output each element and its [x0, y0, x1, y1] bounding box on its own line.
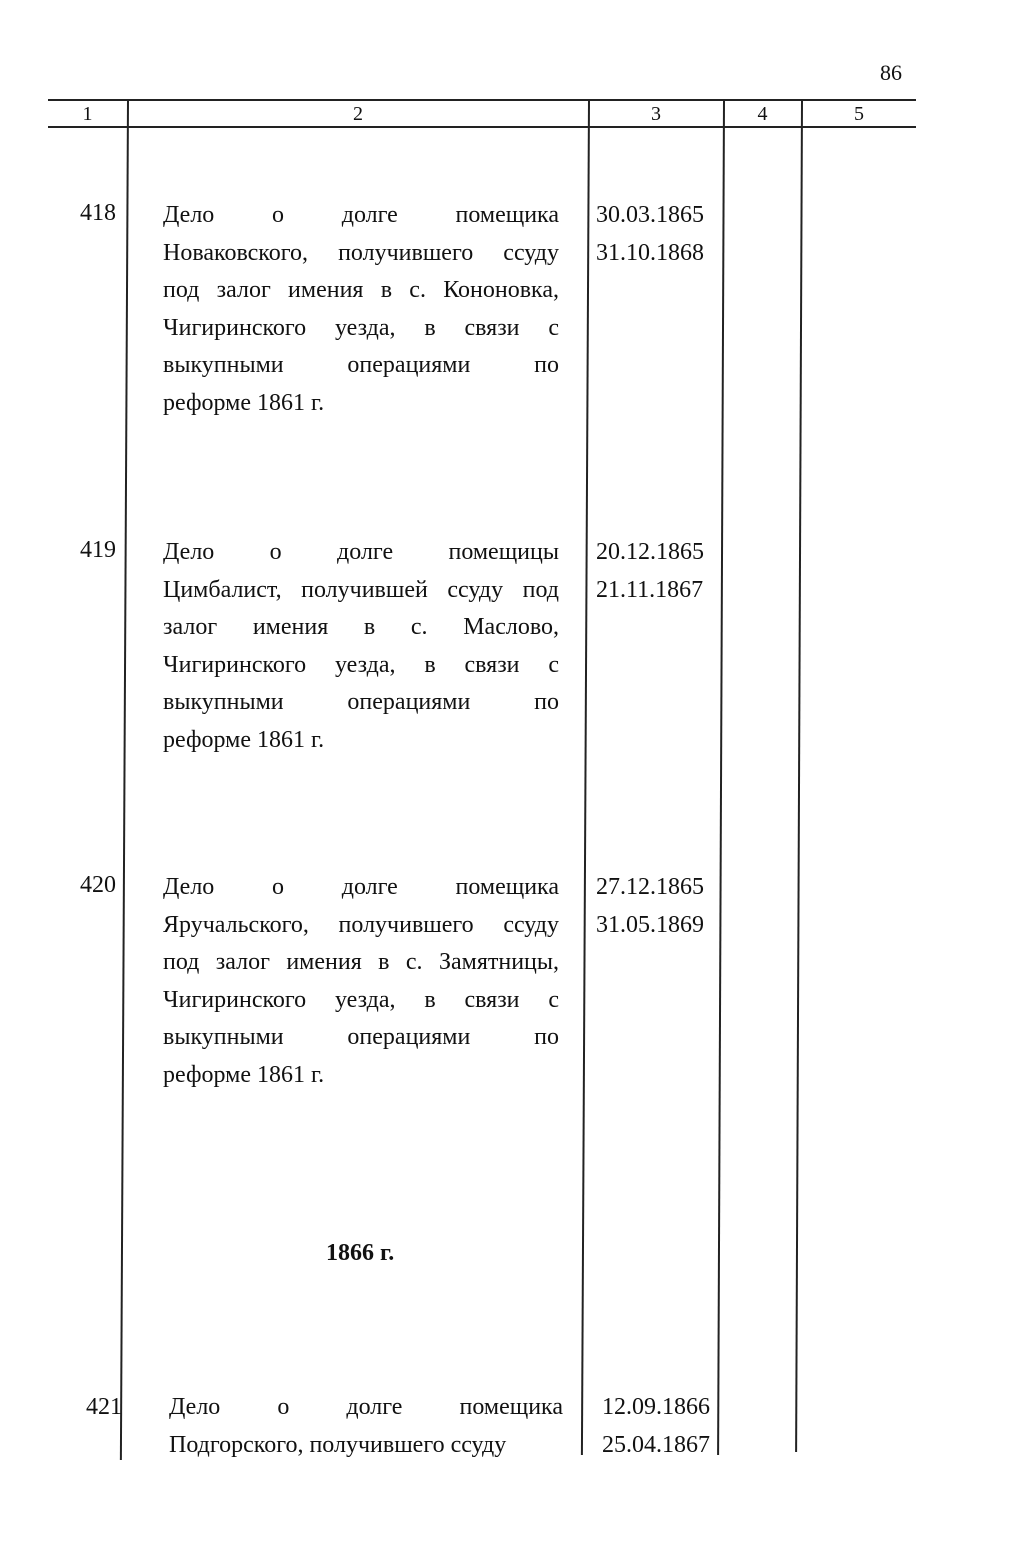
description-line: Чигиринского уезда, в связи с [163, 314, 559, 341]
column-header-3: 3 [651, 103, 661, 125]
column-divider-1 [120, 100, 129, 1460]
row-number: 421 [86, 1394, 122, 1420]
column-header-5: 5 [854, 103, 864, 125]
description-line: Новаковского, получившего ссуду [163, 239, 559, 266]
description-line: выкупными операциями по [163, 689, 559, 715]
column-divider-3 [717, 100, 724, 1455]
column-header-4: 4 [757, 103, 768, 125]
row-dates [596, 869, 704, 944]
description-line: Дело о долге помещицы [163, 539, 559, 565]
table-top-border [48, 99, 916, 101]
date-end: 31.05.1869 [596, 911, 704, 938]
date-start: 20.12.1865 [596, 539, 704, 565]
column-divider-2 [581, 100, 590, 1455]
description-line: под залог имения в с. Замятницы, [163, 949, 559, 975]
description-line: реформе 1861 г. [163, 389, 325, 416]
row-dates [596, 197, 704, 272]
column-divider-4 [795, 100, 802, 1452]
date-end: 31.10.1868 [596, 239, 704, 266]
description-line: Дело о долге помещика [163, 202, 559, 228]
description-line: Яручальского, получившего ссуду [163, 911, 559, 938]
date-start: 12.09.1866 [602, 1394, 710, 1420]
description-line: выкупными операциями по [163, 1024, 559, 1050]
date-start: 27.12.1865 [596, 874, 704, 900]
description-line: реформе 1861 г. [163, 726, 325, 753]
header-bottom-border [48, 126, 916, 128]
row-dates [596, 534, 704, 609]
description-line: Цимбалист, получившей ссуду под [163, 576, 559, 603]
description-line: под залог имения в с. Кононовка, [163, 277, 559, 303]
row-description [169, 1389, 563, 1464]
row-number: 418 [80, 200, 116, 226]
row-number: 420 [80, 872, 116, 898]
description-line: Дело о долге помещика [169, 1394, 563, 1420]
row-dates [602, 1389, 710, 1464]
description-line: реформе 1861 г. [163, 1061, 325, 1088]
description-line: Чигиринского уезда, в связи с [163, 986, 559, 1013]
page-number: 86 [880, 60, 902, 85]
date-start: 30.03.1865 [596, 202, 704, 228]
section-heading-year: 1866 г. [326, 1240, 395, 1266]
description-line: выкупными операциями по [163, 352, 559, 378]
date-end: 21.11.1867 [596, 576, 704, 603]
description-line: Дело о долге помещика [163, 874, 559, 900]
column-header-1: 1 [82, 103, 93, 125]
row-number: 419 [80, 537, 116, 563]
date-end: 25.04.1867 [602, 1431, 710, 1458]
column-header-2: 2 [353, 103, 363, 125]
row-description [163, 869, 559, 1094]
description-line: Чигиринского уезда, в связи с [163, 651, 559, 678]
description-line: залог имения в с. Маслово, [163, 614, 559, 640]
row-description [163, 197, 559, 422]
description-line: Подгорского, получившего ссуду [169, 1431, 507, 1458]
row-description [163, 534, 559, 759]
